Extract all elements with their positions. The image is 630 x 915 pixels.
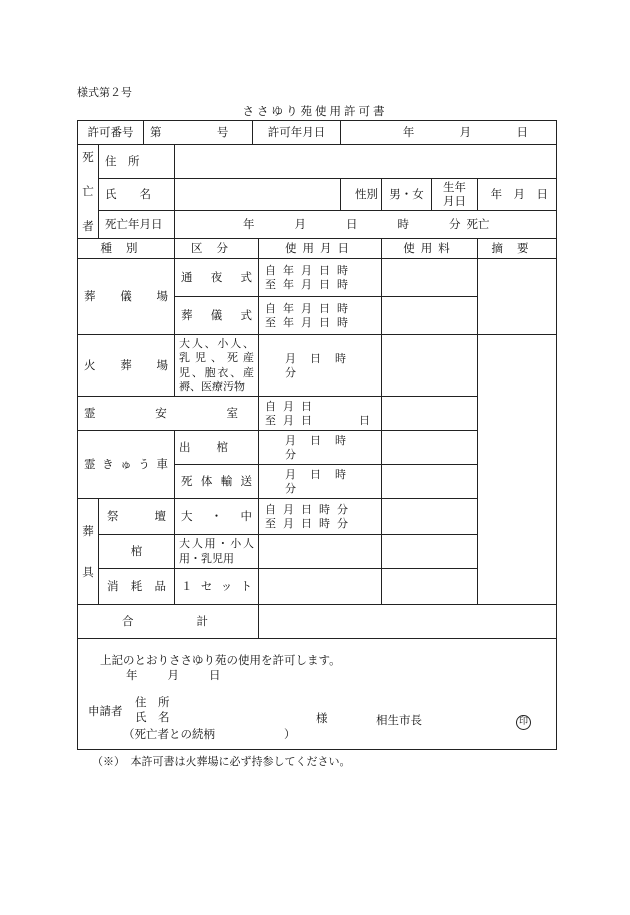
- birth-date-field[interactable]: 年 月 日: [478, 179, 557, 211]
- permit-statement: 上記のとおりささゆり苑の使用を許可します。: [100, 653, 341, 667]
- crematorium-label: 火葬場: [78, 335, 175, 397]
- deceased-side-label: 死 亡 者: [78, 145, 99, 239]
- coffin-types[interactable]: 大人用・小人用・乳児用: [175, 535, 259, 569]
- col-category: 区分: [175, 239, 259, 259]
- permit-date-label: 許可年月日: [253, 121, 341, 145]
- funeral-goods-label: 葬 具: [78, 499, 99, 605]
- coffin-label: 棺: [99, 535, 175, 569]
- death-date-row: [78, 211, 557, 239]
- deceased-address-field[interactable]: [175, 145, 557, 179]
- consumables-date-field[interactable]: [259, 569, 382, 605]
- permit-number-label: 許可番号: [78, 121, 144, 145]
- deceased-name-label: 氏 名: [99, 179, 175, 211]
- crematorium-fee-field[interactable]: [382, 335, 478, 397]
- consumables-fee-field[interactable]: [382, 569, 478, 605]
- funeral-hall-remarks[interactable]: [478, 259, 557, 335]
- permit-date-field[interactable]: [341, 121, 557, 145]
- bring-permit-note: （※） 本許可書は火葬場に必ず持参してください。: [92, 755, 351, 768]
- one-set: １セット: [175, 569, 259, 605]
- sex-label: 性別: [355, 187, 379, 202]
- permit-number-field[interactable]: [144, 121, 253, 145]
- hearse-label: 霊きゅう車: [78, 431, 175, 499]
- permit-form-table: [77, 120, 557, 750]
- applicant-sama: 様: [316, 711, 328, 725]
- applicant-relation[interactable]: （死亡者との続柄 ）: [123, 727, 296, 741]
- departure-date-field[interactable]: 月 日 時分: [259, 431, 382, 465]
- funeral-ceremony-date-field[interactable]: 自 年 月 日 時 至 年 月 日 時: [259, 297, 382, 335]
- applicant-address-label: 住 所: [135, 695, 170, 709]
- applicant-name-label: 氏 名: [135, 710, 170, 724]
- column-header-row: [78, 239, 557, 259]
- permit-go: 号: [216, 125, 229, 140]
- seal-icon: 印: [516, 715, 531, 730]
- permit-day: 日: [516, 125, 528, 140]
- footer-date[interactable]: 年 月 日: [126, 668, 221, 682]
- col-remarks: 摘要: [478, 239, 557, 259]
- deceased-name-field[interactable]: [175, 179, 341, 211]
- remarks-field[interactable]: [478, 335, 557, 605]
- departure-fee-field[interactable]: [382, 431, 478, 465]
- funeral-hall-label: 葬儀場: [78, 259, 175, 335]
- col-use-date: 使用月日: [259, 239, 382, 259]
- total-field[interactable]: [259, 605, 557, 639]
- wake-fee-field[interactable]: [382, 259, 478, 297]
- altar-label: 祭壇: [99, 499, 175, 535]
- body-transport-date-field[interactable]: 月 日 時分: [259, 465, 382, 499]
- crematorium-row: [78, 335, 557, 397]
- permit-year: 年: [402, 125, 415, 140]
- altar-date-field[interactable]: 自 月 日 時 分 至 月 日 時 分: [259, 499, 382, 535]
- altar-size[interactable]: 大・中: [175, 499, 259, 535]
- deceased-name-row: [78, 179, 557, 211]
- col-fee: 使用料: [382, 239, 478, 259]
- altar-fee-field[interactable]: [382, 499, 478, 535]
- footer-cell: [78, 639, 557, 750]
- birth-label: 生年 月日: [432, 179, 478, 211]
- funeral-ceremony-fee-field[interactable]: [382, 297, 478, 335]
- col-type: 種別: [78, 239, 175, 259]
- cremation-categories: 大人、小人、乳児、死産児、胞衣、産褥、医療汚物: [175, 335, 259, 397]
- footer-block: [78, 639, 557, 750]
- sex-value[interactable]: 男・女: [382, 179, 432, 211]
- deceased-address-label: 住 所: [99, 145, 175, 179]
- death-date-field[interactable]: 年 月 日 時 分 死亡: [175, 211, 557, 239]
- total-row: [78, 605, 557, 639]
- wake-row: [78, 259, 557, 297]
- document-title: ささゆり苑使用許可書: [242, 104, 388, 118]
- permit-row: [78, 121, 557, 145]
- mortuary-date-field[interactable]: 自 月 日 至 月 日 日: [259, 397, 382, 431]
- wake-date-field[interactable]: 自 年 月 日 時 至 年 月 日 時: [259, 259, 382, 297]
- body-transport-label: 死体輸送: [175, 465, 259, 499]
- wake-label: 通夜式: [175, 259, 259, 297]
- deceased-address-row: [78, 145, 557, 179]
- permit-month: 月: [459, 125, 472, 140]
- funeral-ceremony-label: 葬儀式: [175, 297, 259, 335]
- mortuary-label: 霊安室: [78, 397, 259, 431]
- form-number: 様式第２号: [77, 86, 132, 99]
- crematorium-date-field[interactable]: 月 日 時分: [259, 335, 382, 397]
- seal-mark: [516, 713, 531, 730]
- sex-label-cell: [341, 179, 382, 211]
- applicant-label: 申請者: [88, 704, 123, 718]
- total-label: 合計: [78, 605, 259, 639]
- permit-dai: 第: [150, 125, 162, 140]
- coffin-fee-field[interactable]: [382, 535, 478, 569]
- body-transport-fee-field[interactable]: [382, 465, 478, 499]
- death-date-label: 死亡年月日: [99, 211, 175, 239]
- consumables-label: 消耗品: [99, 569, 175, 605]
- mortuary-fee-field[interactable]: [382, 397, 478, 431]
- coffin-date-field[interactable]: [259, 535, 382, 569]
- mayor-title: 相生市長: [376, 713, 422, 727]
- departure-label: 出棺: [175, 431, 259, 465]
